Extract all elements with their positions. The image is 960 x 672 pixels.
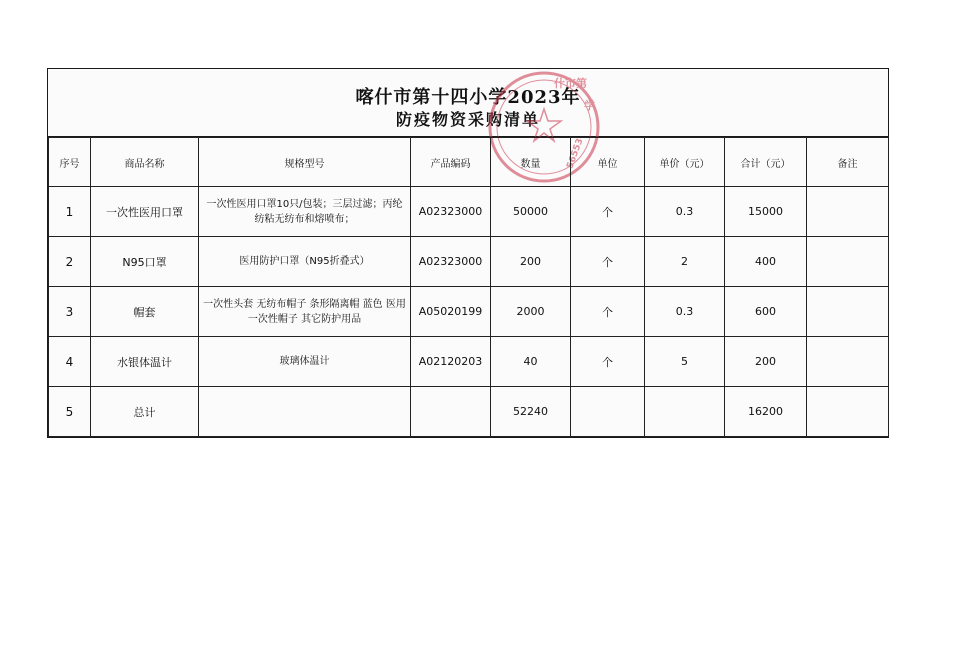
header-remark: 备注	[807, 138, 889, 187]
table-row	[49, 287, 889, 337]
cell-total: 400	[725, 237, 807, 287]
cell-remark	[807, 237, 889, 287]
header-name: 商品名称	[91, 138, 199, 187]
cell-spec	[199, 387, 411, 437]
cell-name: N95口罩	[91, 237, 199, 287]
header-quantity: 数量	[491, 138, 571, 187]
cell-spec: 一次性医用口罩10只/包装；三层过滤；丙纶纺粘无纺布和熔喷布；	[199, 187, 411, 237]
cell-index: 1	[49, 187, 91, 237]
cell-unit	[571, 387, 645, 437]
table-row	[49, 187, 889, 237]
cell-unit-price: 0.3	[645, 287, 725, 337]
cell-remark	[807, 187, 889, 237]
cell-remark	[807, 337, 889, 387]
header-code: 产品编码	[411, 138, 491, 187]
header-unit: 单位	[571, 138, 645, 187]
cell-unit: 个	[571, 287, 645, 337]
cell-code	[411, 387, 491, 437]
cell-unit-price: 0.3	[645, 187, 725, 237]
cell-index: 4	[49, 337, 91, 387]
cell-total: 600	[725, 287, 807, 337]
cell-name: 水银体温计	[91, 337, 199, 387]
table-header-row	[49, 138, 889, 187]
header-unit-price: 单价（元）	[645, 138, 725, 187]
cell-spec: 一次性头套 无纺布帽子 条形隔离帽 蓝色 医用一次性帽子 其它防护用品	[199, 287, 411, 337]
cell-index: 2	[49, 237, 91, 287]
cell-quantity: 52240	[491, 387, 571, 437]
cell-code: A02120203	[411, 337, 491, 387]
cell-total: 200	[725, 337, 807, 387]
cell-remark	[807, 387, 889, 437]
cell-name: 一次性医用口罩	[91, 187, 199, 237]
procurement-table	[48, 137, 889, 437]
cell-unit: 个	[571, 237, 645, 287]
title-school-year: 喀什市第十四小学2023年	[355, 87, 581, 108]
cell-unit-price: 2	[645, 237, 725, 287]
cell-spec: 玻璃体温计	[199, 337, 411, 387]
header-index: 序号	[49, 138, 91, 187]
cell-quantity: 200	[491, 237, 571, 287]
cell-quantity: 50000	[491, 187, 571, 237]
table-row	[49, 237, 889, 287]
title-list-name: 防疫物资采购清单	[395, 110, 540, 129]
cell-remark	[807, 287, 889, 337]
cell-code: A05020199	[411, 287, 491, 337]
cell-name: 帽套	[91, 287, 199, 337]
seal-text-top: 什市第	[554, 77, 587, 90]
cell-index: 3	[49, 287, 91, 337]
seal-text-right: 学	[584, 99, 595, 112]
cell-unit-price	[645, 387, 725, 437]
seal-text-number: 56553	[565, 137, 586, 171]
cell-code: A02323000	[411, 237, 491, 287]
cell-unit: 个	[571, 337, 645, 387]
cell-spec: 医用防护口罩（N95折叠式）	[199, 237, 411, 287]
cell-name: 总计	[91, 387, 199, 437]
table-row-total	[49, 387, 889, 437]
cell-unit: 个	[571, 187, 645, 237]
procurement-sheet	[47, 68, 889, 438]
table-row	[49, 337, 889, 387]
cell-quantity: 40	[491, 337, 571, 387]
header-spec: 规格型号	[199, 138, 411, 187]
cell-unit-price: 5	[645, 337, 725, 387]
cell-total: 16200	[725, 387, 807, 437]
cell-quantity: 2000	[491, 287, 571, 337]
cell-index: 5	[49, 387, 91, 437]
header-total: 合计（元）	[725, 138, 807, 187]
cell-code: A02323000	[411, 187, 491, 237]
cell-total: 15000	[725, 187, 807, 237]
